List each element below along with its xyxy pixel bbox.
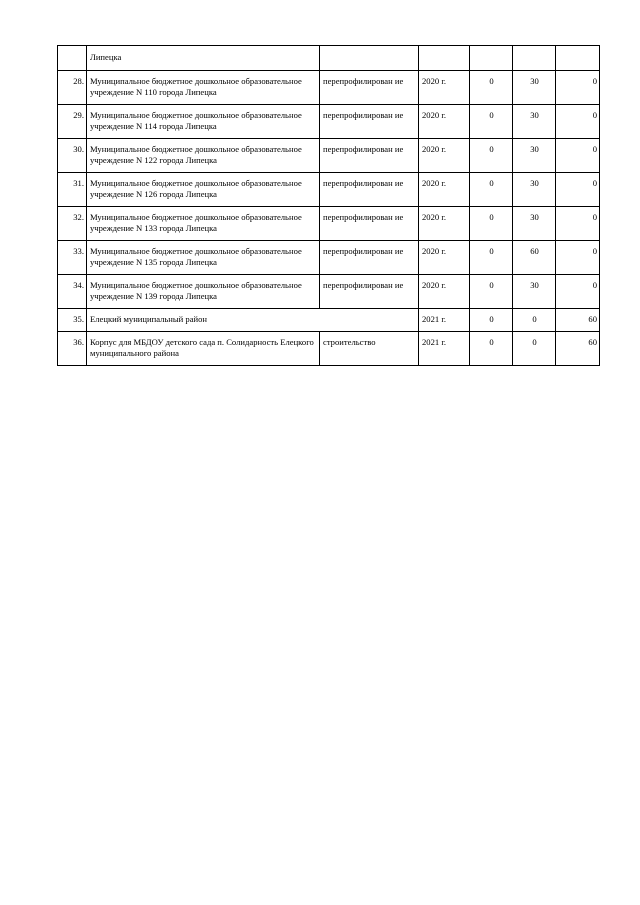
cell-type: перепрофилирован ие — [320, 139, 419, 173]
cell-value-3: 0 — [556, 105, 600, 139]
cell-num — [58, 46, 87, 71]
cell-year: 2021 г. — [419, 332, 470, 366]
cell-type: перепрофилирован ие — [320, 105, 419, 139]
cell-value-2: 30 — [513, 275, 556, 309]
cell-value-1: 0 — [470, 139, 513, 173]
cell-value-2: 30 — [513, 173, 556, 207]
cell-value-1: 0 — [470, 207, 513, 241]
cell-type: перепрофилирован ие — [320, 173, 419, 207]
cell-value-2: 30 — [513, 207, 556, 241]
cell-district-name: Елецкий муниципальный район — [87, 309, 419, 332]
cell-year: 2020 г. — [419, 207, 470, 241]
cell-value-3: 0 — [556, 71, 600, 105]
cell-name: Муниципальное бюджетное дошкольное образовательное учреждение N 139 города Липецка — [87, 275, 320, 309]
cell-value-1: 0 — [470, 332, 513, 366]
cell-num: 33. — [58, 241, 87, 275]
table-row — [58, 105, 600, 139]
cell-name: Муниципальное бюджетное дошкольное образовательное учреждение N 126 города Липецка — [87, 173, 320, 207]
cell-year: 2020 г. — [419, 173, 470, 207]
cell-value-3: 0 — [556, 275, 600, 309]
cell-name: Муниципальное бюджетное дошкольное образовательное учреждение N 122 города Липецка — [87, 139, 320, 173]
cell-name: Муниципальное бюджетное дошкольное образовательное учреждение N 114 города Липецка — [87, 105, 320, 139]
cell-value-1: 0 — [470, 71, 513, 105]
cell-value-1: 0 — [470, 241, 513, 275]
cell-value-2: 30 — [513, 71, 556, 105]
table-row — [58, 139, 600, 173]
cell-value-3: 0 — [556, 207, 600, 241]
table-row — [58, 241, 600, 275]
cell-name: Муниципальное бюджетное дошкольное образовательное учреждение N 135 города Липецка — [87, 241, 320, 275]
cell-value-1: 0 — [470, 173, 513, 207]
cell-value-1: 0 — [470, 275, 513, 309]
cell-value-3: 60 — [556, 332, 600, 366]
cell-value-3 — [556, 46, 600, 71]
cell-year: 2021 г. — [419, 309, 470, 332]
cell-year: 2020 г. — [419, 71, 470, 105]
cell-name: Муниципальное бюджетное дошкольное образовательное учреждение N 110 города Липецка — [87, 71, 320, 105]
cell-year — [419, 46, 470, 71]
table-body — [58, 46, 600, 366]
cell-num: 28. — [58, 71, 87, 105]
cell-num: 34. — [58, 275, 87, 309]
cell-type: перепрофилирован ие — [320, 275, 419, 309]
cell-num: 31. — [58, 173, 87, 207]
cell-value-2: 0 — [513, 309, 556, 332]
cell-type: перепрофилирован ие — [320, 241, 419, 275]
cell-type — [320, 46, 419, 71]
cell-type: строительство — [320, 332, 419, 366]
cell-num: 29. — [58, 105, 87, 139]
table-row-district — [58, 309, 600, 332]
table-row — [58, 71, 600, 105]
table-row — [58, 207, 600, 241]
cell-value-3: 0 — [556, 173, 600, 207]
cell-type: перепрофилирован ие — [320, 207, 419, 241]
cell-year: 2020 г. — [419, 275, 470, 309]
cell-value-2 — [513, 46, 556, 71]
cell-value-3: 0 — [556, 241, 600, 275]
cell-name: Муниципальное бюджетное дошкольное образовательное учреждение N 133 города Липецка — [87, 207, 320, 241]
cell-value-2: 60 — [513, 241, 556, 275]
cell-num: 32. — [58, 207, 87, 241]
table-row — [58, 275, 600, 309]
cell-year: 2020 г. — [419, 105, 470, 139]
cell-num: 30. — [58, 139, 87, 173]
cell-name: Корпус для МБДОУ детского сада п. Солидарность Елецкого муниципального района — [87, 332, 320, 366]
table-row — [58, 332, 600, 366]
table-row — [58, 173, 600, 207]
cell-value-1 — [470, 46, 513, 71]
cell-type: перепрофилирован ие — [320, 71, 419, 105]
objects-table — [57, 45, 600, 366]
cell-name: Липецка — [87, 46, 320, 71]
cell-value-3: 60 — [556, 309, 600, 332]
cell-value-2: 30 — [513, 105, 556, 139]
cell-num: 35. — [58, 309, 87, 332]
table-row-continuation — [58, 46, 600, 71]
cell-num: 36. — [58, 332, 87, 366]
cell-value-1: 0 — [470, 105, 513, 139]
cell-value-2: 30 — [513, 139, 556, 173]
cell-year: 2020 г. — [419, 241, 470, 275]
cell-value-1: 0 — [470, 309, 513, 332]
cell-value-3: 0 — [556, 139, 600, 173]
cell-year: 2020 г. — [419, 139, 470, 173]
cell-value-2: 0 — [513, 332, 556, 366]
